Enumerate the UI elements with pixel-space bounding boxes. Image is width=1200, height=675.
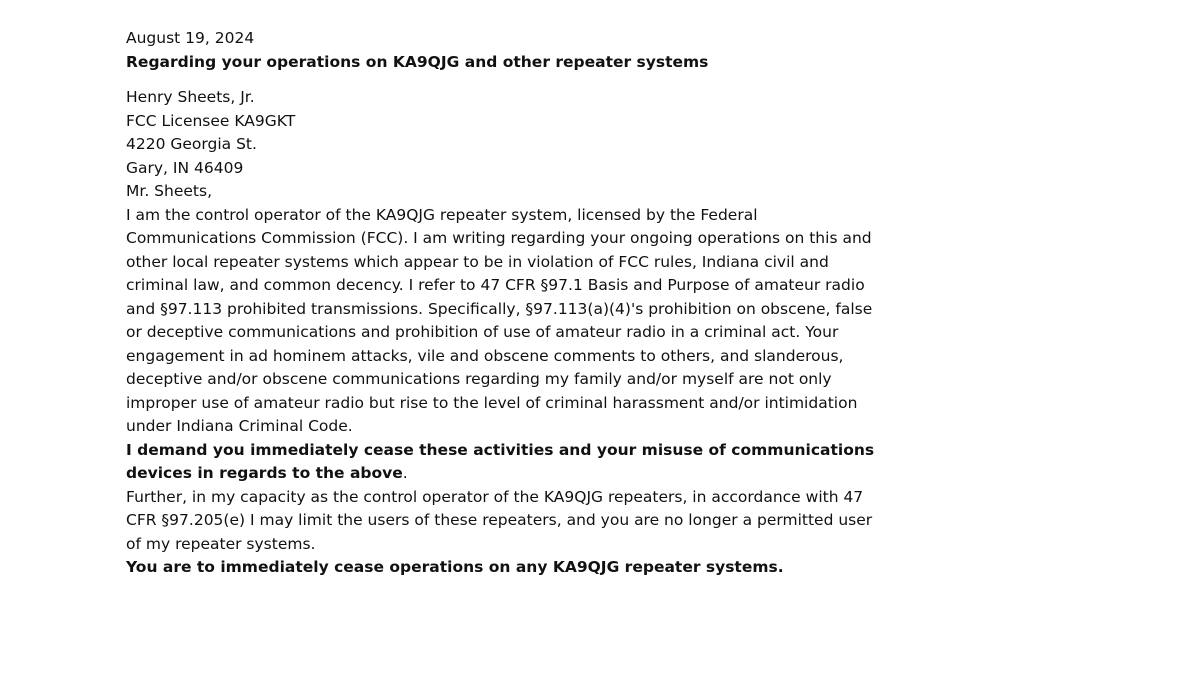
address-line-name: Henry Sheets, Jr. — [126, 88, 255, 106]
address-line-city: Gary, IN 46409 — [126, 158, 244, 177]
closing-statement: You are to immediately cease operations on any KA9QJG repeater systems. — [126, 558, 784, 576]
letter-subject: Regarding your operations on KA9QJG and other repeater systems — [126, 52, 709, 71]
body-paragraph-1: I am the control operator of the KA9QJG repeater system, licensed by the Federal Communications Commission (FCC). I am writing regarding your ongoing operations on this and other local repeater systems which appear to be in violation of FCC rules, Indiana civil and criminal law, and common decency. I refer to 47 CFR §97.1 Basis and Purpose of amateur radio and §97.113 prohibited transmissions. Specifically, §97.113(a)(4)'s prohibition on obscene, false or deceptive communications and prohibition of use of amateur radio in a criminal act. Your engagement in ad hominem attacks, vile and obscene comments to others, and slanderous, deceptive and/or obscene communications regarding my family and/or myself are not only improper use of amateur radio but rise to the level of criminal harassment and/or intimidation under Indiana Criminal Code. — [126, 205, 873, 435]
body-paragraph-2: Further, in my capacity as the control operator of the KA9QJG repeaters, in accordance with 47 CFR §97.205(e) I may limit the users of these repeaters, and you are no longer a permitted user of my repeater systems. — [126, 487, 873, 553]
address-line-license: FCC Licensee KA9GKT — [126, 111, 296, 130]
letter-document — [126, 27, 886, 580]
demand-bold-text: I demand you immediately cease these activities and your misuse of communications devices in regards to the above — [126, 440, 875, 482]
address-line-street: 4220 Georgia St. — [126, 135, 257, 153]
demand-paragraph — [126, 439, 886, 486]
demand-end-text: . — [402, 464, 408, 482]
recipient-address — [126, 86, 886, 180]
letter-date: August 19, 2024 — [126, 29, 255, 47]
salutation: Mr. Sheets, — [126, 182, 212, 200]
